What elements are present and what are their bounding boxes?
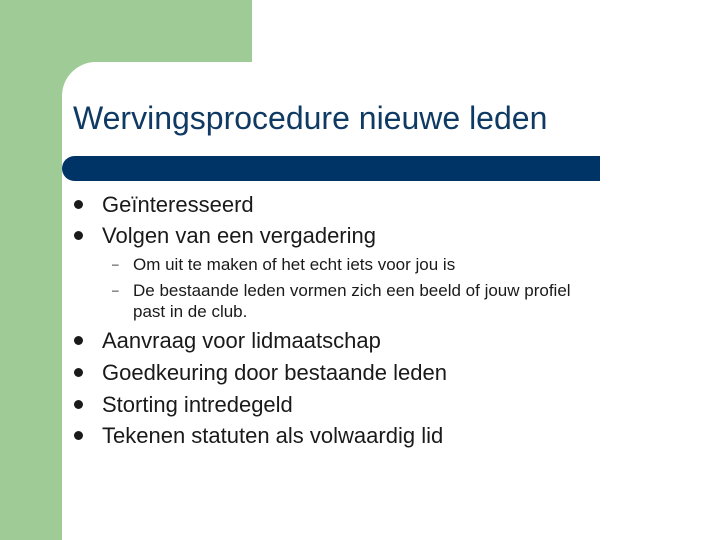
bullet-text: Geïnteresseerd <box>102 192 254 217</box>
bullet-text: Goedkeuring door bestaande leden <box>102 360 447 385</box>
bullet-dot-icon <box>74 200 83 209</box>
bullet-text: Tekenen statuten als volwaardig lid <box>102 423 444 448</box>
bullet-text: Aanvraag voor lidmaatschap <box>102 328 381 353</box>
bullet-text: Storting intredegeld <box>102 392 293 417</box>
slide-title: Wervingsprocedure nieuwe leden <box>73 100 548 136</box>
bullet-dot-icon <box>74 400 83 409</box>
sub-bullet-text: Om uit te maken of het echt iets voor jou is <box>133 255 456 274</box>
bullet-dot-icon <box>74 431 83 440</box>
bullet-dot-icon <box>74 231 83 240</box>
bullet-dot-icon <box>74 368 83 377</box>
dash-marker-icon: – <box>112 257 119 271</box>
dash-marker-icon: – <box>112 283 119 297</box>
bullet-dot-icon <box>74 336 83 345</box>
sub-bullet-text: past in de club. <box>133 302 248 321</box>
sub-bullet-text: De bestaande leden vormen zich een beeld of jouw profiel <box>133 281 571 300</box>
bullet-text: Volgen van een vergadering <box>102 223 376 248</box>
